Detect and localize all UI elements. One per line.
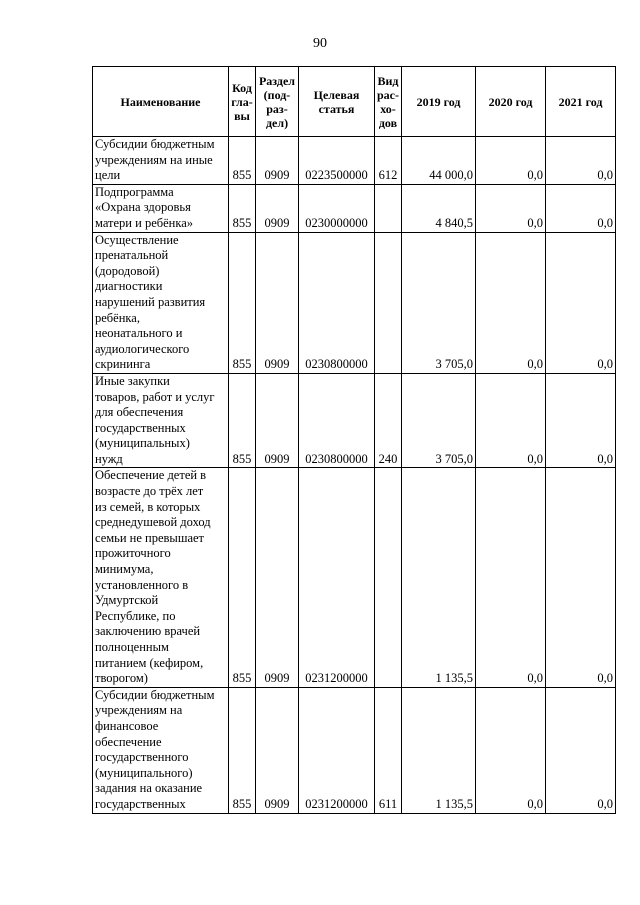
table-cell-name: Субсидии бюджетным учреждениям на финансовое обеспечение государственного (муниципального) задания на оказание государственных <box>93 687 229 813</box>
table-cell-target: 0231200000 <box>299 687 375 813</box>
table-cell-section: 0909 <box>256 184 299 232</box>
table-cell-2021: 0,0 <box>546 687 616 813</box>
table-cell-2021: 0,0 <box>546 137 616 185</box>
table-row <box>93 468 616 687</box>
table-cell-2021: 0,0 <box>546 373 616 468</box>
table-row <box>93 373 616 468</box>
table-cell-2019: 4 840,5 <box>402 184 476 232</box>
table-cell-name: Субсидии бюджетным учреждениям на иные цели <box>93 137 229 185</box>
header-2019: 2019 год <box>402 67 476 137</box>
table-cell-2020: 0,0 <box>476 232 546 373</box>
table-cell-code: 855 <box>229 373 256 468</box>
table-cell-name: Осуществление пренатальной (дородовой) диагностики нарушений развития ребёнка, неонатального и аудиологического скрининга <box>93 232 229 373</box>
table-cell-target: 0230800000 <box>299 373 375 468</box>
header-code: Код гла- вы <box>229 67 256 137</box>
table-cell-2021: 0,0 <box>546 232 616 373</box>
header-target: Целевая статья <box>299 67 375 137</box>
table-row <box>93 232 616 373</box>
table-cell-2019: 3 705,0 <box>402 232 476 373</box>
table-cell-2020: 0,0 <box>476 373 546 468</box>
table-cell-target: 0230000000 <box>299 184 375 232</box>
header-row <box>93 67 616 137</box>
table-cell-code: 855 <box>229 184 256 232</box>
table-cell-kind <box>375 468 402 687</box>
table-cell-kind <box>375 232 402 373</box>
table-cell-name: Обеспечение детей в возрасте до трёх лет из семей, в которых среднедушевой доход семьи не превышает прожиточного минимума, установленного в Удмуртской Республике, по заключению врачей полноценным питанием (кефиром, творогом) <box>93 468 229 687</box>
table-cell-2020: 0,0 <box>476 468 546 687</box>
budget-table <box>92 66 616 814</box>
table-cell-2020: 0,0 <box>476 184 546 232</box>
table-cell-2019: 3 705,0 <box>402 373 476 468</box>
table-cell-2020: 0,0 <box>476 687 546 813</box>
table-cell-target: 0230800000 <box>299 232 375 373</box>
table-cell-kind: 612 <box>375 137 402 185</box>
header-section: Раздел (под- раз- дел) <box>256 67 299 137</box>
table-row <box>93 184 616 232</box>
table-cell-section: 0909 <box>256 232 299 373</box>
table-row <box>93 137 616 185</box>
table-cell-code: 855 <box>229 468 256 687</box>
table-cell-section: 0909 <box>256 373 299 468</box>
table-cell-code: 855 <box>229 232 256 373</box>
table-cell-2021: 0,0 <box>546 468 616 687</box>
table-cell-section: 0909 <box>256 137 299 185</box>
table-cell-name: Иные закупки товаров, работ и услуг для обеспечения государственных (муниципальных) нужд <box>93 373 229 468</box>
header-name: Наименование <box>93 67 229 137</box>
table-cell-2019: 1 135,5 <box>402 687 476 813</box>
table-cell-2019: 1 135,5 <box>402 468 476 687</box>
table-cell-code: 855 <box>229 687 256 813</box>
table-cell-name: Подпрограмма «Охрана здоровья матери и ребёнка» <box>93 184 229 232</box>
table-cell-target: 0223500000 <box>299 137 375 185</box>
table-cell-section: 0909 <box>256 687 299 813</box>
table-cell-kind: 611 <box>375 687 402 813</box>
header-2020: 2020 год <box>476 67 546 137</box>
table-cell-kind: 240 <box>375 373 402 468</box>
table-cell-2021: 0,0 <box>546 184 616 232</box>
header-kind: Вид рас- хо- дов <box>375 67 402 137</box>
table-cell-code: 855 <box>229 137 256 185</box>
header-2021: 2021 год <box>546 67 616 137</box>
table-cell-section: 0909 <box>256 468 299 687</box>
table-cell-target: 0231200000 <box>299 468 375 687</box>
page-number: 90 <box>313 36 327 51</box>
table-cell-2020: 0,0 <box>476 137 546 185</box>
table-cell-2019: 44 000,0 <box>402 137 476 185</box>
table-cell-kind <box>375 184 402 232</box>
table-row <box>93 687 616 813</box>
